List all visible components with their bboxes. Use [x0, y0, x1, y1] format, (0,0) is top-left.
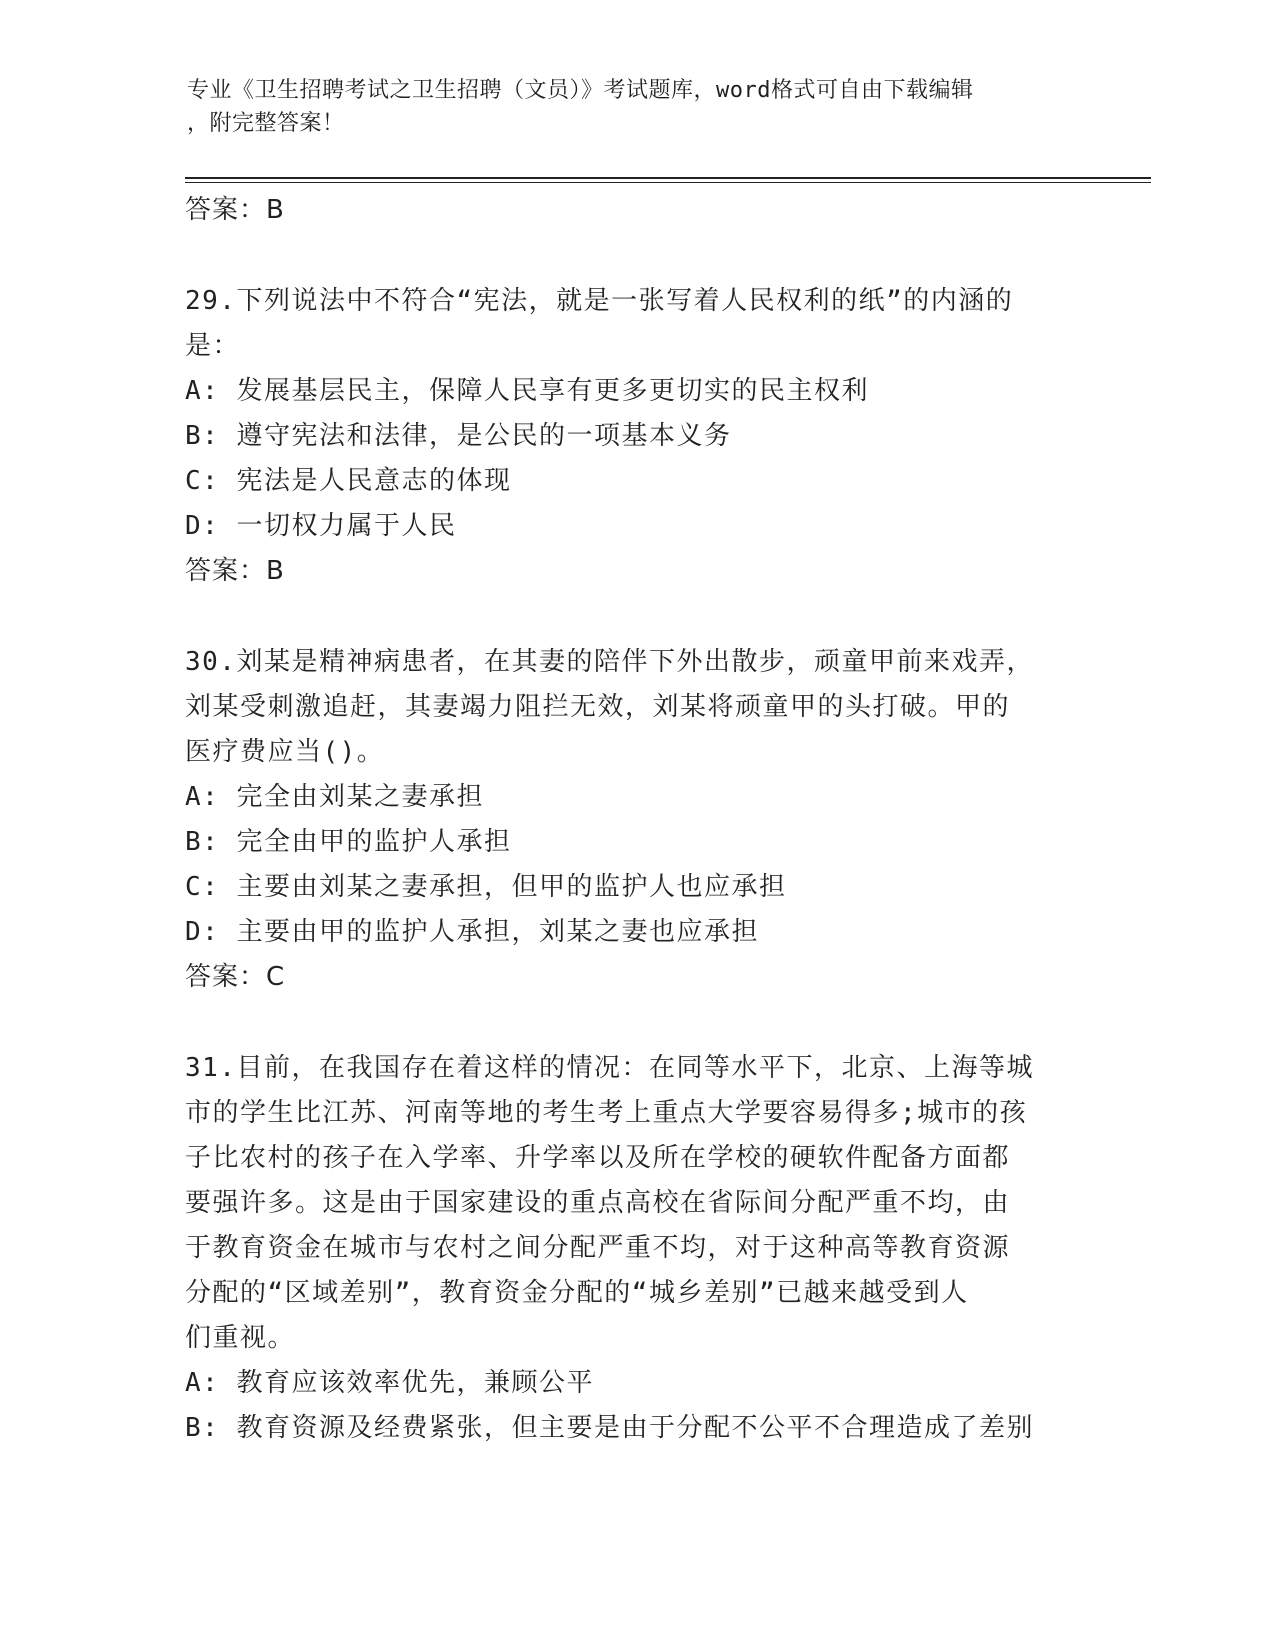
- question-stem-line: 分配的“区域差别”，教育资金分配的“城乡差别”已越来越受到人: [185, 1278, 969, 1308]
- answer-line: 答案：B: [185, 195, 285, 225]
- question-stem-line: 是：: [185, 331, 241, 361]
- question-29: [185, 279, 1105, 594]
- answer-line: 答案：C: [185, 962, 286, 992]
- question-stem-line: 29.下列说法中不符合“宪法，就是一张写着人民权利的纸”的内涵的: [185, 286, 1014, 316]
- header-divider-thick: [185, 177, 1151, 179]
- answer-line: 答案：B: [185, 556, 285, 586]
- question-stem-line: 30.刘某是精神病患者，在其妻的陪伴下外出散步，顽童甲前来戏弄，: [185, 647, 1034, 677]
- spacer: [185, 594, 1105, 640]
- question-stem-line: 于教育资金在城市与农村之间分配严重不均，对于这种高等教育资源: [185, 1233, 1011, 1263]
- question-stem-line: 刘某受刺激追赶，其妻竭力阻拦无效，刘某将顽童甲的头打破。甲的: [185, 692, 1011, 722]
- header-divider-thin: [185, 182, 1151, 183]
- question-stem-line: 31.目前，在我国存在着这样的情况：在同等水平下，北京、上海等城: [185, 1053, 1034, 1083]
- spacer: [185, 233, 1105, 279]
- question-stem-line: 医疗费应当()。: [185, 737, 385, 767]
- question-stem-line: 要强许多。这是由于国家建设的重点高校在省际间分配严重不均，由: [185, 1188, 1011, 1218]
- question-30: [185, 640, 1105, 1000]
- question-list: [185, 188, 1105, 1451]
- option-b: B: 遵守宪法和法律，是公民的一项基本义务: [185, 421, 732, 451]
- option-a: A: 完全由刘某之妻承担: [185, 782, 484, 812]
- header-line-2: ，附完整答案！: [187, 111, 345, 136]
- question-stem-line: 们重视。: [185, 1323, 296, 1353]
- question-31: [185, 1046, 1105, 1451]
- option-a: A: 教育应该效率优先，兼顾公平: [185, 1368, 594, 1398]
- option-b: B: 教育资源及经费紧张，但主要是由于分配不公平不合理造成了差别: [185, 1413, 1034, 1443]
- question-stem-line: 市的学生比江苏、河南等地的考生考上重点大学要容易得多;城市的孩: [185, 1098, 1028, 1128]
- question-stem-line: 子比农村的孩子在入学率、升学率以及所在学校的硬软件配备方面都: [185, 1143, 1011, 1173]
- option-a: A: 发展基层民主，保障人民享有更多更切实的民主权利: [185, 376, 869, 406]
- document-header: [187, 74, 1067, 140]
- option-d: D: 一切权力属于人民: [185, 511, 457, 541]
- header-line-1: 专业《卫生招聘考试之卫生招聘（文员）》考试题库，word格式可自由下载编辑: [187, 78, 974, 103]
- spacer: [185, 1000, 1105, 1046]
- option-c: C: 主要由刘某之妻承担，但甲的监护人也应承担: [185, 872, 787, 902]
- option-c: C: 宪法是人民意志的体现: [185, 466, 512, 496]
- option-b: B: 完全由甲的监护人承担: [185, 827, 512, 857]
- option-d: D: 主要由甲的监护人承担，刘某之妻也应承担: [185, 917, 759, 947]
